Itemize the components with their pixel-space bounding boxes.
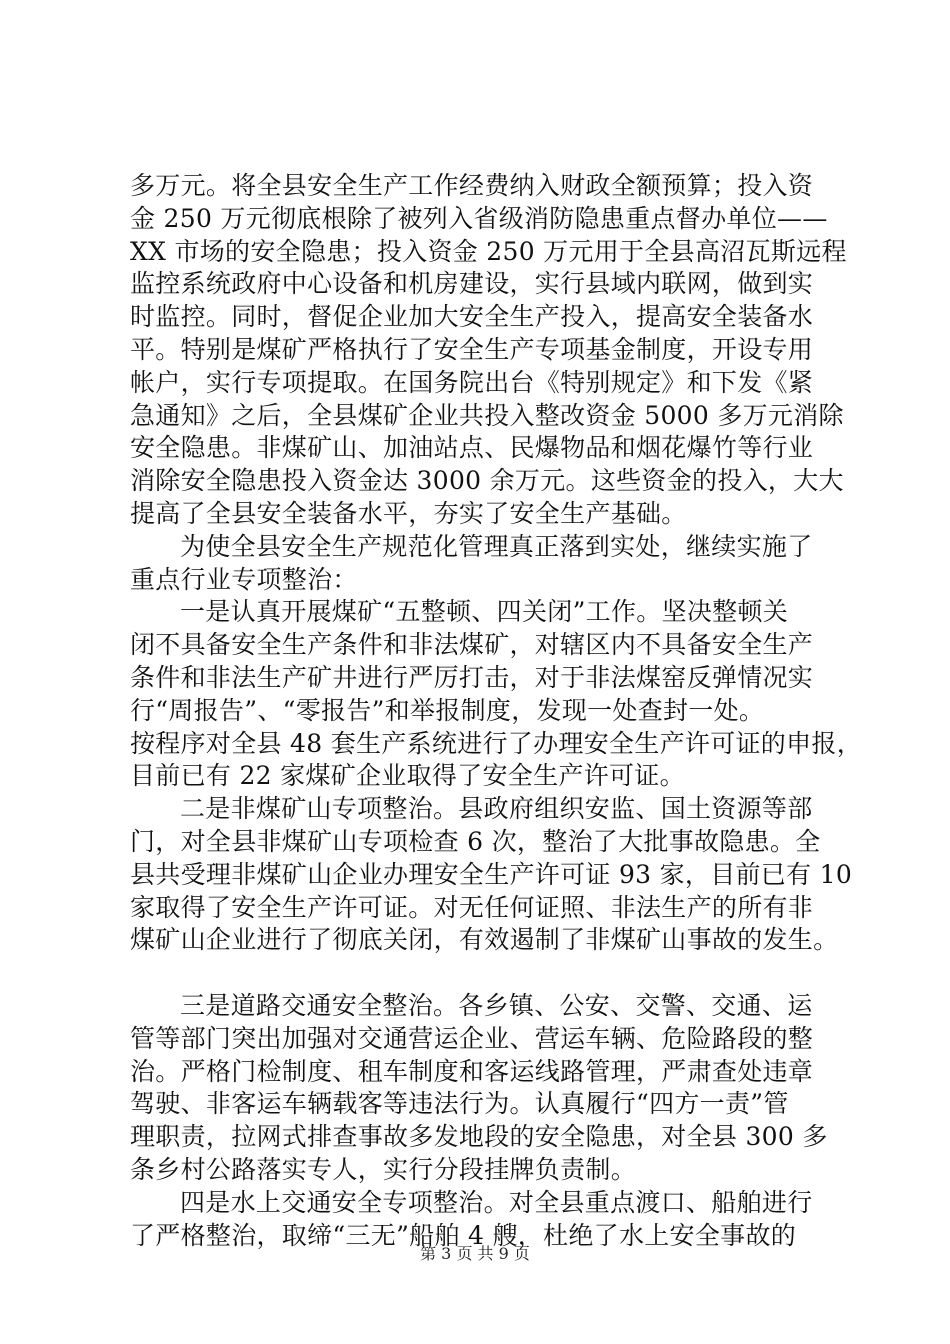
text-line: 了严格整治，取缔“三无”船舶 4 艘，杜绝了水上安全事故的 <box>130 1220 797 1250</box>
text-line: 按程序对全县 48 套生产系统进行了办理安全生产许可证的申报， <box>130 728 863 758</box>
text-line: 三是道路交通安全整治。各乡镇、公安、交警、交通、运 <box>180 990 813 1020</box>
paragraph-funding <box>130 170 847 531</box>
text-line: 管等部门突出加强对交通营运企业、营运车辆、危险路段的整 <box>130 1023 814 1053</box>
paragraph-non-coal-mines <box>130 793 853 957</box>
paragraph-coal-mines <box>130 596 863 793</box>
text-line: 理职责，拉网式排查事故多发地段的安全隐患，对全县 300 多 <box>130 1122 828 1152</box>
text-line: 目前已有 22 家煤矿企业取得了安全生产许可证。 <box>130 761 685 791</box>
text-line: 平。特别是煤矿严格执行了安全生产专项基金制度，开设专用 <box>130 334 814 364</box>
body-text <box>130 170 863 1252</box>
text-line: 帐户，实行专项提取。在国务院出台《特别规定》和下发《紧 <box>130 367 814 397</box>
page-footer <box>0 1244 950 1264</box>
text-line: 监控系统政府中心设备和机房建设，实行县域内联网，做到实 <box>130 269 814 299</box>
text-line: 时监控。同时，督促企业加大安全生产投入，提高安全装备水 <box>130 302 814 332</box>
page-number: 第 3 页 共 9 页 <box>420 1244 530 1263</box>
text-line: XX 市场的安全隐患；投入资金 250 万元用于全县高沼瓦斯远程 <box>130 236 847 266</box>
paragraph-spacer <box>130 957 830 990</box>
text-line: 治。严格门检制度、租车制度和客运线路管理，严肃查处违章 <box>130 1056 814 1086</box>
text-line: 行“周报告”、“零报告”和举报制度，发现一处查封一处。 <box>130 695 765 725</box>
text-line: 家取得了安全生产许可证。对无任何证照、非法生产的所有非 <box>130 892 814 922</box>
text-line: 四是水上交通安全专项整治。对全县重点渡口、船舶进行 <box>180 1187 813 1217</box>
text-line: 驾驶、非客运车辆载客等违法行为。认真履行“四方一责”管 <box>130 1089 789 1119</box>
paragraph-special-rectification <box>130 531 830 597</box>
text-line: 提高了全县安全装备水平，夯实了安全生产基础。 <box>130 498 687 528</box>
text-line: 一是认真开展煤矿“五整顿、四关闭”工作。坚决整顿关 <box>180 597 789 627</box>
text-line: 多万元。将全县安全生产工作经费纳入财政全额预算；投入资 <box>130 171 814 200</box>
text-line: 煤矿山企业进行了彻底关闭，有效遏制了非煤矿山事故的发生。 <box>130 925 839 955</box>
text-line: 闭不具备安全生产条件和非法煤矿，对辖区内不具备安全生产 <box>130 630 814 660</box>
text-line: 消除安全隐患投入资金达 3000 余万元。这些资金的投入，大大 <box>130 466 844 496</box>
text-line: 金 250 万元彻底根除了被列入省级消防隐患重点督办单位—— <box>130 203 828 233</box>
paragraph-water-traffic <box>130 1187 830 1253</box>
text-line: 县共受理非煤矿山企业办理安全生产许可证 93 家，目前已有 10 <box>130 859 853 889</box>
text-line: 急通知》之后，全县煤矿企业共投入整改资金 5000 多万元消除 <box>130 400 844 430</box>
text-line: 安全隐患。非煤矿山、加油站点、民爆物品和烟花爆竹等行业 <box>130 433 814 463</box>
text-line: 为使全县安全生产规范化管理真正落到实处，继续实施了 <box>180 531 813 561</box>
text-line: 条乡村公路落实专人，实行分段挂牌负责制。 <box>130 1154 637 1184</box>
text-line: 重点行业专项整治： <box>130 564 358 594</box>
text-line: 门，对全县非煤矿山专项检查 6 次，整治了大批事故隐患。全 <box>130 826 821 856</box>
paragraph-road-traffic <box>130 990 830 1187</box>
text-line: 二是非煤矿山专项整治。县政府组织安监、国土资源等部 <box>180 794 813 824</box>
text-line: 条件和非法生产矿井进行严厉打击，对于非法煤窑反弹情况实 <box>130 662 814 692</box>
